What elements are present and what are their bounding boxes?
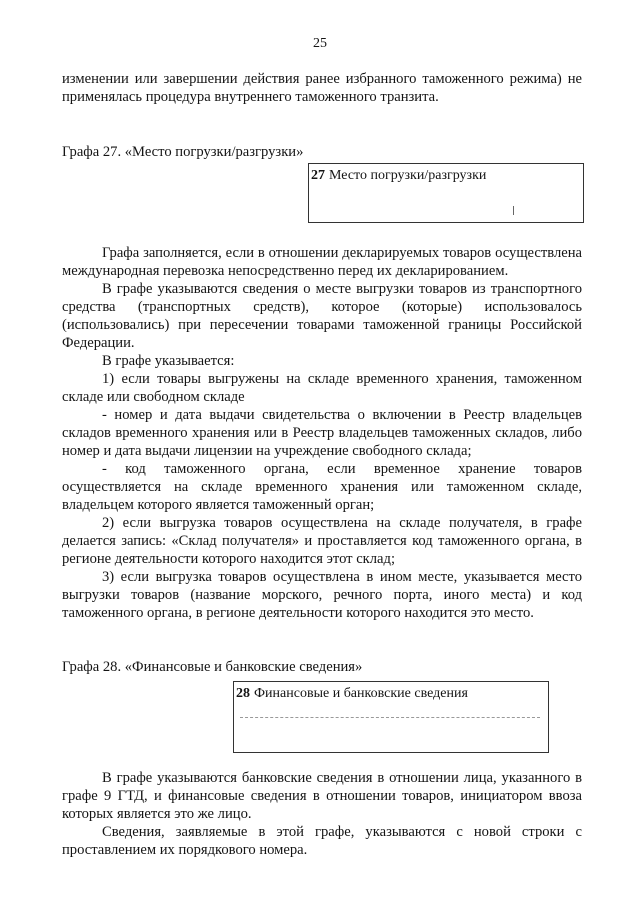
s27-paragraph-3: В графе указывается: xyxy=(102,353,235,369)
field-box-27-number: 27 xyxy=(311,168,325,183)
s27-paragraph-7: 2) если выгрузка товаров осуществлена на складе получателя, в графе делается запись: «Склад получателя» и проставляется код таможенного органа, в регионе деятельности которого находится этот склад; xyxy=(62,515,582,567)
field-box-28-number: 28 xyxy=(236,686,250,701)
section-27-text xyxy=(62,244,582,622)
s27-paragraph-8: 3) если выгрузка товаров осуществлена в ином месте, указывается место выгрузки товаров (название морского, речного порта, иного места) и код таможенного органа, в регионе деятельности которого находится это место. xyxy=(62,569,582,621)
field-box-27-header xyxy=(311,166,486,184)
s27-paragraph-2: В графе указываются сведения о месте выгрузки товаров из транспортного средства (транспортных средств), которое (которые) использовалось (использовались) при пересечении товарами таможенной границы Российской Федерации. xyxy=(62,281,582,351)
s27-paragraph-6: - код таможенного органа, если временное хранение товаров осуществляется на складе временного хранения или таможенном складе, владельцем которого является таможенный орган; xyxy=(62,461,582,513)
page-number: 25 xyxy=(313,36,327,51)
field-box-27-label: Место погрузки/разгрузки xyxy=(329,168,487,183)
field-box-28 xyxy=(233,681,549,753)
s27-paragraph-5: - номер и дата выдачи свидетельства о включении в Реестр владельцев складов временного хранения или в Реестр владельцев таможенных складов, либо номер и дата выдачи лицензии на учреждение свободного склада; xyxy=(62,407,582,459)
section-27-heading: Графа 27. «Место погрузки/разгрузки» xyxy=(62,144,304,160)
field-box-27 xyxy=(308,163,584,223)
field-box-28-label: Финансовые и банковские сведения xyxy=(254,686,468,701)
field-box-28-header xyxy=(236,684,468,702)
intro-paragraph: изменении или завершении действия ранее избранного таможенного режима) не применялась процедура внутреннего таможенного транзита. xyxy=(62,71,582,105)
section-28-text xyxy=(62,769,582,859)
box-27-tick xyxy=(513,206,514,215)
box-28-dashed-line xyxy=(240,717,540,718)
section-28-heading: Графа 28. «Финансовые и банковские сведения» xyxy=(62,659,363,675)
s28-paragraph-2: Сведения, заявляемые в этой графе, указываются с новой строки с проставлением их порядкового номера. xyxy=(62,824,582,858)
s28-paragraph-1: В графе указываются банковские сведения в отношении лица, указанного в графе 9 ГТД, и финансовые сведения в отношении товаров, инициатором ввоза которых является это же лицо. xyxy=(62,770,582,822)
s27-paragraph-1: Графа заполняется, если в отношении декларируемых товаров осуществлена международная перевозка непосредственно перед их декларированием. xyxy=(62,245,582,279)
intro-text xyxy=(62,70,582,106)
s27-paragraph-4: 1) если товары выгружены на складе временного хранения, таможенном складе или свободном складе xyxy=(62,371,582,405)
